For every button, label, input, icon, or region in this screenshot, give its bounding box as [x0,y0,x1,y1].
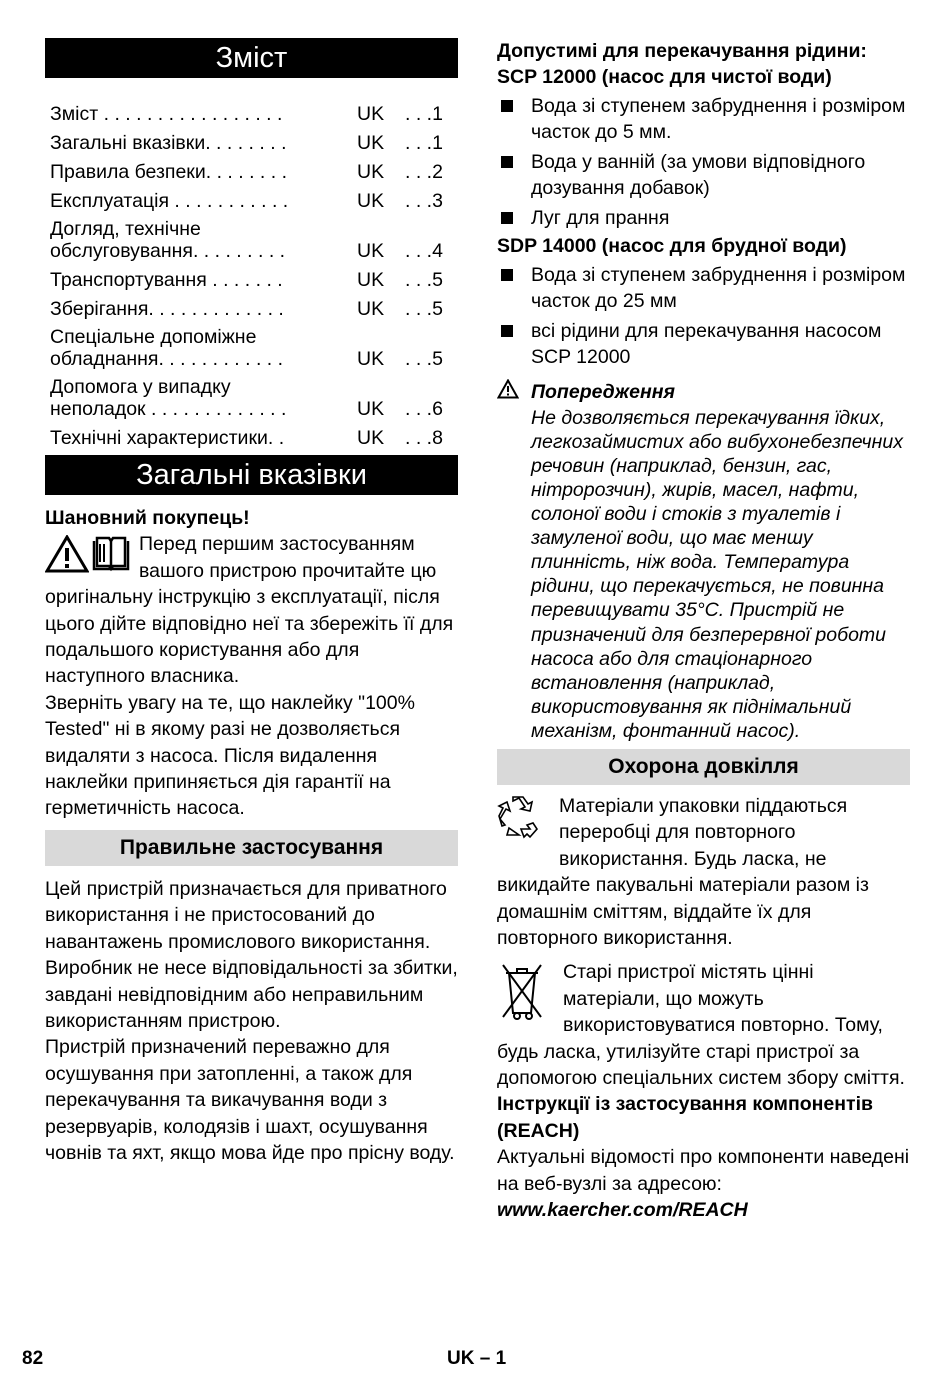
reach-heading: Інструкції із застосування компонентів (REACH) [497,1093,874,1142]
toc-entry-title [50,103,357,125]
toc-entry-title [50,132,357,154]
open-book-icon [91,535,131,573]
liquids-heading: Допустимі для перекачування рідини: [497,40,867,62]
toc-entry-title-text: Технічні характеристики [50,427,268,449]
toc-entry-page: . . .1 [405,132,443,154]
toc-entry-title-text: Експлуатація [50,190,170,212]
toc-entry-title [50,376,357,420]
warning-triangle-icon [497,379,531,406]
safety-icons [45,535,131,573]
toc-entry-title-line1: Спеціальне допоміжне [50,326,257,348]
toc-leader-dots: . . . . . . . [206,269,283,291]
recycle-icon [497,795,541,846]
toc-entry-lang: UK [357,427,385,449]
toc-entry[interactable] [50,370,458,420]
toc-entry-lang: UK [357,348,385,370]
toc-entry-title [50,190,357,212]
intro-first-lines: Перед першим застосуванням вашого пристрою прочитайте [139,533,415,582]
toc-entry-page: . . .8 [405,427,443,449]
weee-rest: Тому, будь ласка, утилізуйте старі пристрої за допомогою спеціальних систем збору сміття. [497,1014,905,1090]
crossed-bin-icon [497,961,547,1028]
sdp-list [497,262,910,371]
toc-entry-page: . . .2 [405,161,443,183]
toc-entry-lang: UK [357,398,385,420]
toc-entry[interactable] [50,212,458,262]
toc-heading: Зміст [45,38,458,78]
toc-entry-title [50,161,357,183]
bullet-square-icon [497,205,531,231]
list-item: Луг для прання [497,205,910,231]
toc-entry-lang: UK [357,161,385,183]
toc-entry[interactable] [50,291,458,320]
intro-rest: цю оригінальну інструкцію з експлуатації, після цього дійте відповідно неї та збережіть її для подальшого користування або для наступного власника. [45,559,454,688]
proper-use-p3: Пристрій призначений переважно для осушування при затопленні, а також для перекачування та викачування води з резервуарів, колодязів і шахт, осушування човнів та яхт, якщо мова йде про прісну воду. [45,1036,455,1164]
environment-heading: Охорона довкілля [497,749,910,785]
toc-entry-page: . . .5 [405,348,443,370]
reach-text[interactable]: Актуальні відомості про компоненти наведені на веб-вузлі за адресою: [497,1146,910,1195]
recycle-first-lines: Матеріали упаковки піддаються переробці для повторного [559,794,848,844]
warning-label: Попередження [531,381,675,404]
toc-entry[interactable] [50,183,458,212]
toc-entry-lang: UK [357,240,385,262]
toc-leader-dots: . . . . . . . . . . . . . . . . . [98,103,283,125]
toc-entry-page: . . .1 [405,103,443,125]
toc-entry[interactable] [50,420,458,449]
proper-use-heading: Правильне застосування [45,830,458,866]
toc-entry-title-text: Зберігання [50,298,149,320]
toc-leader-dots: . . . . . . . . . [192,240,286,262]
toc-leader-dots: . . . . . . . . . . . [169,190,289,212]
sticker-note: Зверніть увагу на те, що наклейку "100% Tested" ні в якому разі не дозволяється видаляти з насоса. Після видалення наклейки припиняється дія гарантії на герметичність насоса. [45,691,415,820]
toc-leader-dots: . . . . . . . . [205,161,288,183]
recycle-block [497,793,910,951]
toc-entry-lang: UK [357,190,385,212]
toc-entry-title-text: Транспортування [50,269,207,291]
scp-heading: SCP 12000 (насос для чистої води) [497,66,832,88]
toc-entry-page: . . .4 [405,240,443,262]
toc-entry-lang: UK [357,132,385,154]
weee-block [497,959,910,1091]
toc-leader-dots: . . . . . . . . . . . . . [145,398,287,420]
toc-entry-title [50,218,357,262]
recycle-rest: використання. Будь ласка, не викидайте пакувальні матеріали разом із домашнім сміттям, віддайте їх для повторного використання. [497,847,869,949]
right-column [497,38,910,1223]
greeting: Шановний покупець! [45,507,250,529]
toc-entry-title [50,298,357,320]
general-heading: Загальні вказівки [45,455,458,495]
intro-block [45,531,458,689]
toc-entry-title [50,269,357,291]
toc-entry-lang: UK [357,298,385,320]
toc-leader-dots: . . . . . . . . . . . . [158,348,284,370]
reach-url-link[interactable]: www.kaercher.com/REACH [497,1199,748,1222]
toc-entry-title-text: неполадок [50,398,146,420]
page-number: 82 [22,1348,44,1369]
toc-leader-dots: . . [267,427,285,449]
toc-entry[interactable] [50,125,458,154]
toc-entry[interactable] [50,320,458,370]
proper-use-p2: Виробник не несе відповідальності за збитки, завдані невідповідним або неправильним використанням пристрою. [45,957,458,1032]
toc-entry-page: . . .3 [405,190,443,212]
bullet-square-icon [497,149,531,202]
warning-heading [497,379,910,406]
toc-entry-title [50,427,357,449]
sdp-heading: SDP 14000 (насос для брудної води) [497,235,847,258]
toc-entry-title-text: Зміст [50,103,99,125]
toc-entry-title [50,326,357,370]
table-of-contents [45,96,458,449]
left-column [45,38,458,1166]
toc-entry[interactable] [50,96,458,125]
toc-entry-title-text: Загальні вказівки [50,132,206,154]
bullet-square-icon [497,318,531,371]
toc-entry-lang: UK [357,269,385,291]
toc-entry-page: . . .6 [405,398,443,420]
proper-use-p1: Цей пристрій призначається для приватного використання і не пристосований до навантажень промислового використання. [45,877,447,953]
toc-leader-dots: . . . . . . . . [205,132,287,154]
bullet-square-icon [497,262,531,315]
bullet-square-icon [497,93,531,146]
toc-entry-title-text: Правила безпеки [50,161,206,183]
list-item: всі рідини для перекачування насосом SCP 12000 [497,318,910,371]
toc-entry-title-text: обладнання [50,348,159,370]
toc-leader-dots: . . . . . . . . . . . . . [148,298,284,320]
toc-entry[interactable] [50,154,458,183]
list-item: Вода зі ступенем забруднення і розміром часток до 25 мм [497,262,910,315]
toc-entry-title-text: обслуговування [50,240,193,262]
toc-entry-lang: UK [357,103,385,125]
toc-entry-title-line1: Догляд, технічне [50,218,201,240]
warning-triangle-icon [45,535,89,573]
scp-list [497,93,910,231]
weee-first-lines: Старі пристрої містять цінні матеріали, що можуть використовуватися повторно. [563,961,830,1037]
footer-lang-page: UK – 1 [447,1348,507,1369]
toc-entry-page: . . .5 [405,269,443,291]
list-item: Вода у ванній (за умови відповідного дозування добавок) [497,149,910,202]
toc-entry-title-line1: Допомога у випадку [50,376,231,398]
list-item: Вода зі ступенем забруднення і розміром часток до 5 мм. [497,93,910,146]
warning-text: Не дозволяється перекачування їдких, легкозаймистих або вибухонебезпечних речовин (наприклад, бензин, гас, нітророзчин), жирів, масел, нафти, солоної води і стоків з туалетів і замуленої води, що має меншу плинність, ніж вода. Температура рідини, що перекачується, не повинна перевищувати 35°C. Пристрій не призначений для безперервної роботи насоса або для стаціонарного встановлення (наприклад, використовування як піднімальний механізм, фонтанний насос). [531,406,903,742]
toc-entry[interactable] [50,262,458,291]
toc-entry-page: . . .5 [405,298,443,320]
